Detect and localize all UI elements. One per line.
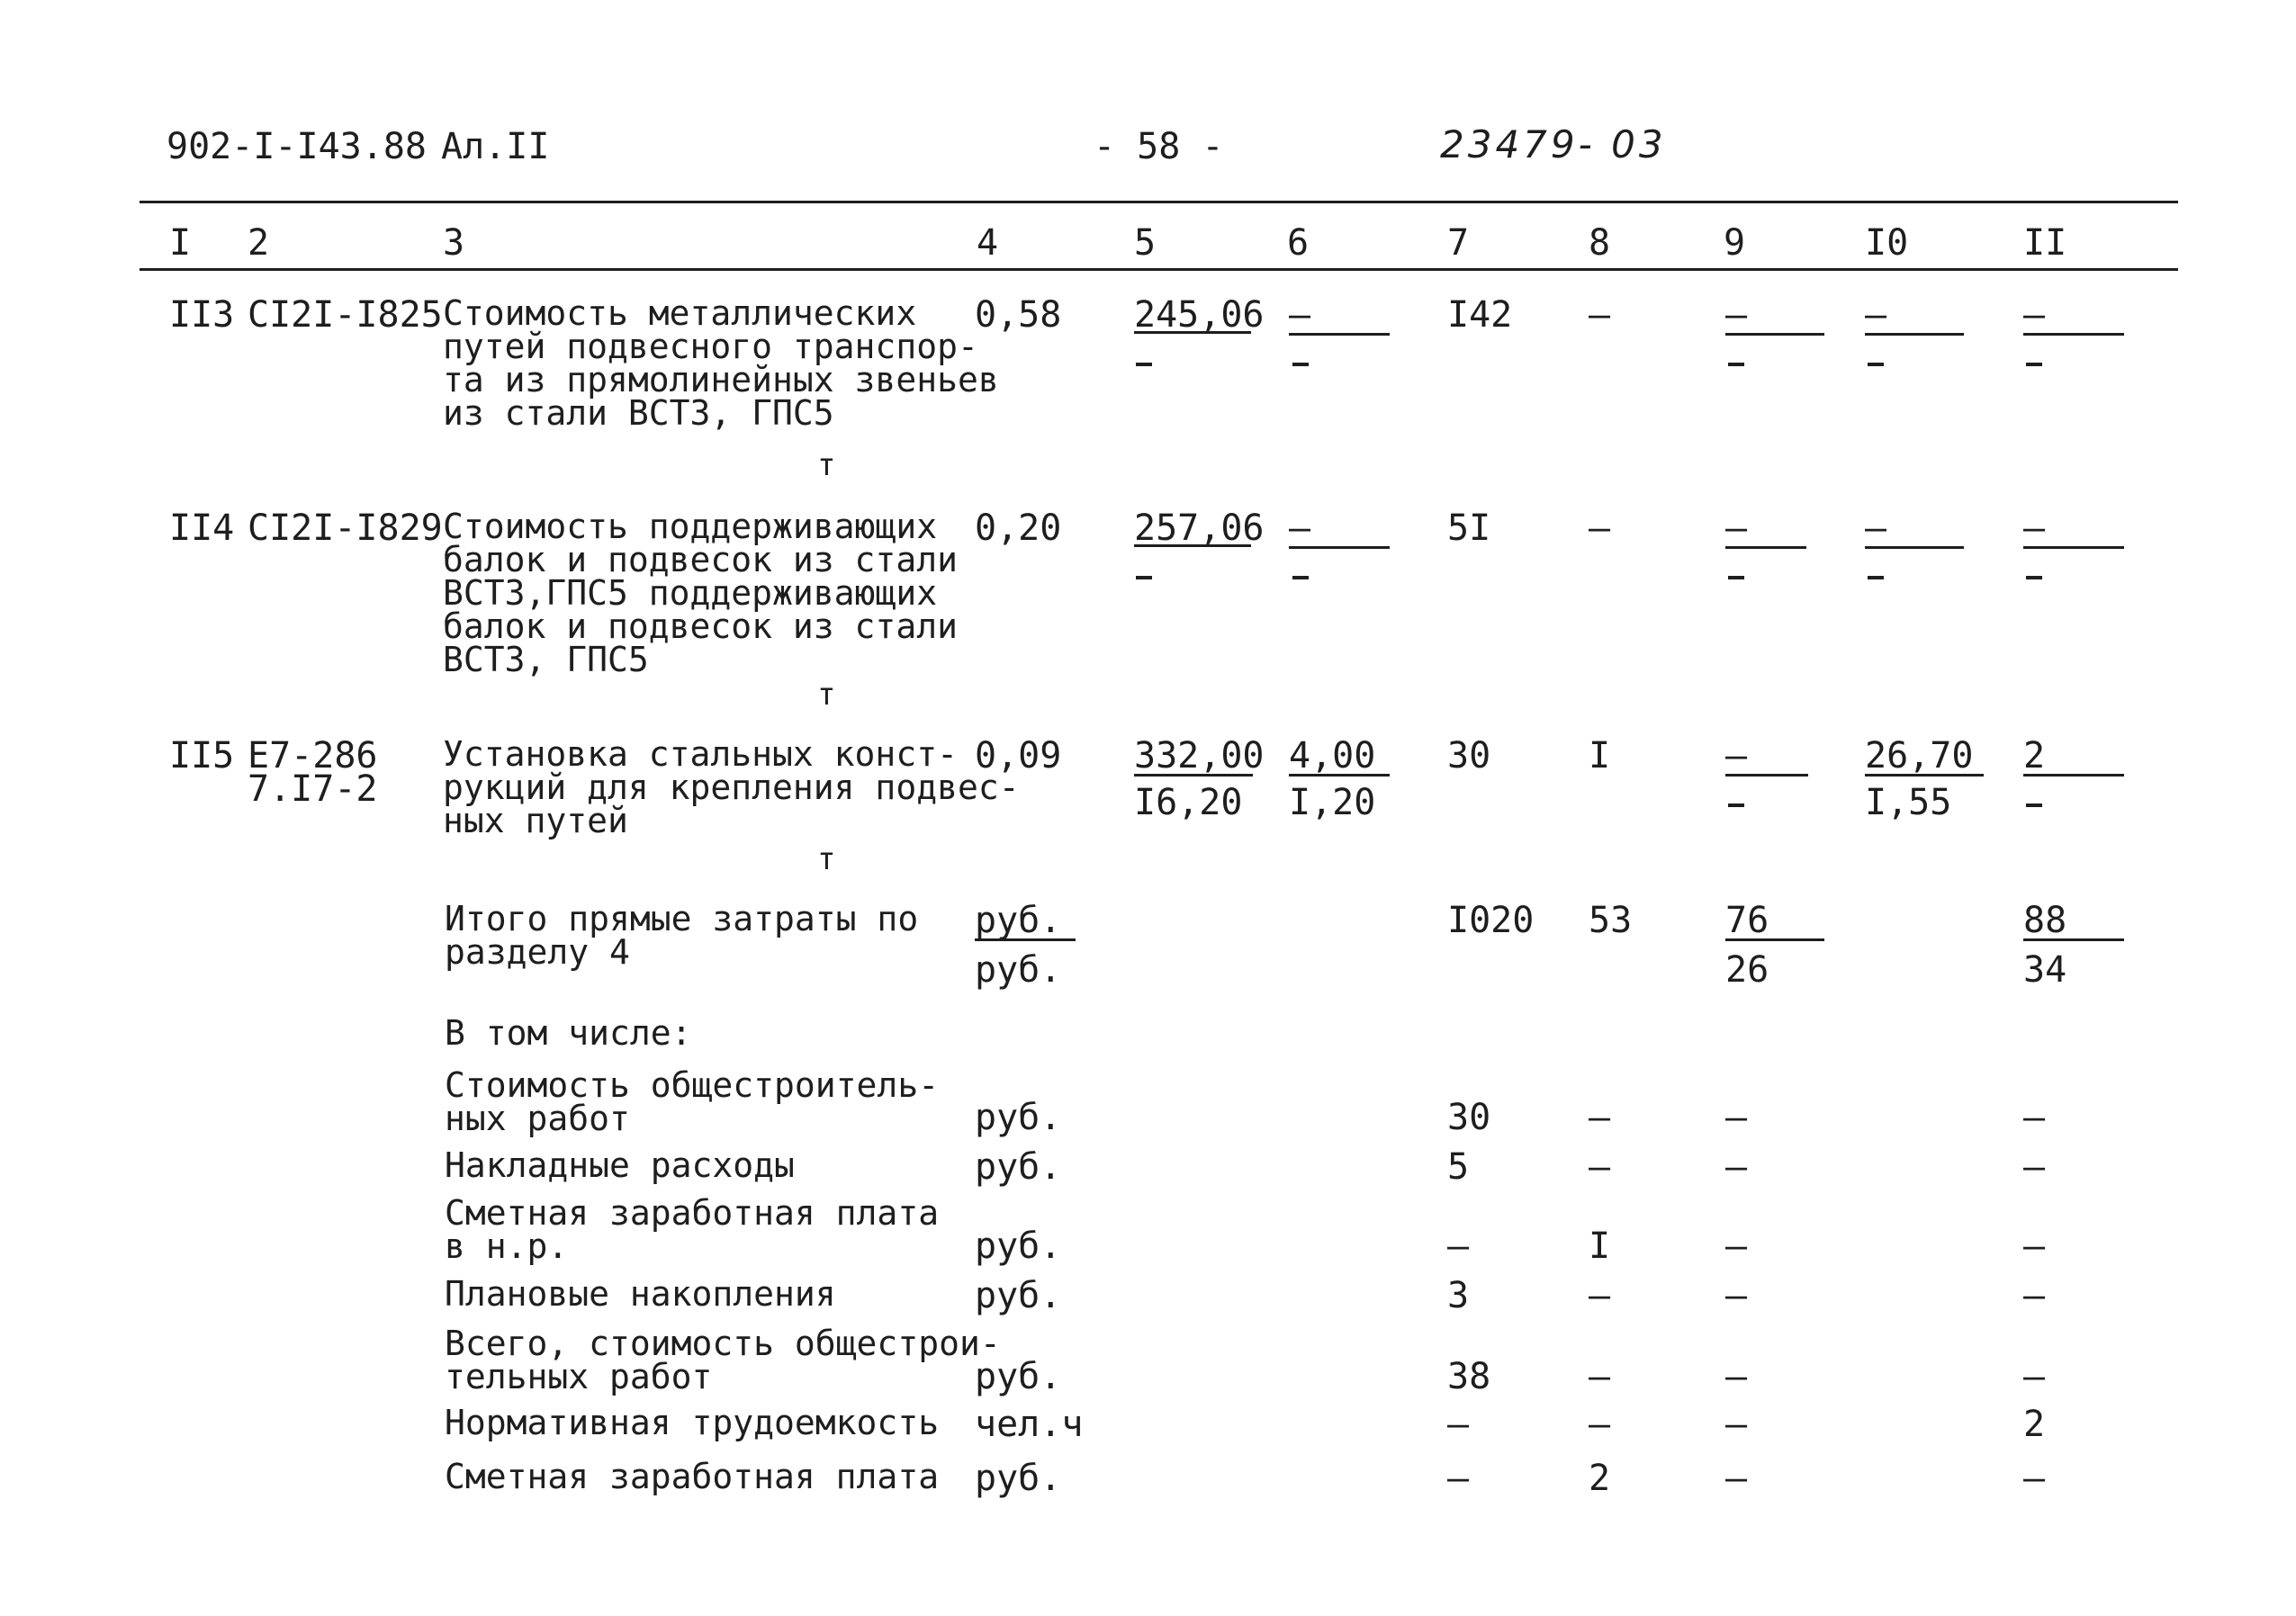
row-2-col10-top: – [1865,507,1887,549]
row-3-col9-top: – [1725,735,1748,777]
row-1-col5-top: 245,06 [1134,294,1265,336]
row-3-col11-fraction-bar [2023,774,2124,777]
breakdown-item-2-col9: – [1725,1146,1748,1188]
breakdown-item-5-col8: – [1589,1356,1611,1397]
breakdown-item-1-label: Стоимость общестроитель- ных работ [445,1065,940,1138]
header-rule-bottom [140,268,2178,271]
breakdown-item-2-col11: – [2023,1146,2046,1188]
doc-code: 902-I-I43.88 [167,126,427,167]
row-2-col6-fraction-bar [1289,546,1390,549]
total-label: Итого прямые затраты по разделу 4 [445,899,919,972]
row-2-unit: т [817,677,836,713]
row-2-col10-bottom-dash [1868,576,1884,579]
row-3-col10-bottom: I,55 [1865,782,1952,823]
row-3-col6-fraction-bar [1289,774,1390,777]
breakdown-item-4-col11: – [2023,1275,2046,1316]
row-1-col11-fraction-bar [2023,333,2124,336]
breakdown-item-5-col9: – [1725,1356,1748,1397]
total-unit-fraction-bar [975,938,1076,941]
row-2-col11-top: – [2023,507,2046,549]
breakdown-item-7-col11: – [2023,1458,2046,1499]
breakdown-item-4-col8: – [1589,1275,1611,1316]
handwritten-number: 23479- 03 [1440,122,1667,166]
total-col9-top: 76 [1725,900,1769,941]
breakdown-item-1-unit: руб. [975,1097,1062,1138]
row-3-col11-top: 2 [2023,735,2046,777]
column-header-8: 8 [1589,222,1611,264]
breakdown-item-5-label: Всего, стоимость общестрои- тельных работ [445,1324,1001,1396]
row-3-col10-top: 26,70 [1865,735,1974,777]
total-unit-bottom: руб. [975,949,1062,991]
breakdown-item-6-col8: – [1589,1404,1611,1445]
breakdown-item-2-unit: руб. [975,1146,1062,1188]
row-3-code: E7-286 [248,735,378,777]
header-rule-top [140,201,2178,203]
row-1-col6-top: – [1289,294,1311,336]
row-2-col9-fraction-bar [1725,546,1806,549]
row-1-quantity: 0,58 [975,294,1062,336]
breakdown-item-4-col9: – [1725,1275,1748,1316]
row-3-code-secondary: 7.I7-2 [248,768,378,810]
row-3-col6-top: 4,00 [1289,735,1376,777]
breakdown-item-7-col9: – [1725,1458,1748,1499]
breakdown-item-4-col7: 3 [1447,1275,1470,1316]
row-1-description: Стоимость металлических путей подвесного транспор- та из прямолинейных звеньев из стали ВСТ3, ГПС5 [443,293,999,433]
row-2-col6-top: – [1289,507,1311,549]
breakdown-item-6-unit: чел.ч [975,1404,1084,1445]
row-3-col11-bottom-dash [2026,804,2042,807]
breakdown-item-3-col8: I [1589,1225,1611,1267]
total-col9-fraction-bar [1725,938,1824,941]
breakdown-item-5-col11: – [2023,1356,2046,1397]
breakdown-item-7-label: Сметная заработная плата [445,1457,940,1496]
row-1-col10-fraction-bar [1865,333,1964,336]
column-header-9: 9 [1724,222,1746,264]
breakdown-item-1-col9: – [1725,1097,1748,1138]
row-2-col9-bottom-dash [1728,576,1744,579]
row-2-col11-bottom-dash [2026,576,2042,579]
total-unit-top: руб. [975,900,1062,941]
column-header-6: 6 [1287,222,1310,264]
total-col8: 53 [1589,900,1633,941]
row-1-col6-bottom-dash [1292,363,1309,366]
row-1-col6-fraction-bar [1289,333,1390,336]
row-2-col10-fraction-bar [1865,546,1964,549]
row-2-col5-fraction-bar [1134,544,1251,547]
breakdown-item-4-label: Плановые накопления [445,1274,836,1314]
row-2-quantity: 0,20 [975,507,1062,549]
breakdown-item-3-col9: – [1725,1225,1748,1267]
row-1-col5-bottom-dash [1136,363,1152,366]
column-header-1: I [169,222,192,264]
row-3-col9-fraction-bar [1725,774,1808,777]
row-3-unit: т [817,841,836,877]
column-header-7: 7 [1447,222,1470,264]
row-1-col10-bottom-dash [1868,363,1884,366]
row-2-col6-bottom-dash [1292,576,1309,579]
row-2-code: CI2I-I829 [248,507,443,549]
column-header-11: II [2023,222,2067,264]
breakdown-item-3-unit: руб. [975,1225,1062,1267]
row-3-col8: I [1589,735,1611,777]
row-3-col10-fraction-bar [1865,774,1984,777]
page-number: - 58 - [1094,126,1224,167]
total-col11-bottom: 34 [2023,949,2067,991]
row-2-number: II4 [169,507,235,549]
breakdown-item-6-label: Нормативная трудоемкость [445,1403,940,1442]
total-col11-top: 88 [2023,900,2067,941]
row-3-quantity: 0,09 [975,735,1062,777]
row-1-col9-top: – [1725,294,1748,336]
breakdown-item-1-col11: – [2023,1097,2046,1138]
row-1-col11-bottom-dash [2026,363,2042,366]
breakdown-item-5-unit: руб. [975,1356,1062,1397]
row-1-col11-top: – [2023,294,2046,336]
row-3-col6-bottom: I,20 [1289,782,1376,823]
row-2-description: Стоимость поддерживающих балок и подвесок из стали ВСТ3,ГПС5 поддерживающих балок и подвесок из стали ВСТ3, ГПС5 [443,507,958,679]
row-3-col7: 30 [1447,735,1491,777]
column-header-5: 5 [1134,222,1157,264]
row-1-number: II3 [169,294,235,336]
row-3-description: Установка стальных конст- рукций для крепления подвес- ных путей [443,734,1020,840]
breakdown-item-1-col7: 30 [1447,1097,1491,1138]
breakdown-item-1-col8: – [1589,1097,1611,1138]
total-col11-fraction-bar [2023,938,2124,941]
breakdown-item-2-col7: 5 [1447,1146,1470,1188]
breakdown-item-4-unit: руб. [975,1275,1062,1316]
row-2-col7: 5I [1447,507,1491,549]
breakdown-item-5-col7: 38 [1447,1356,1491,1397]
breakdown-item-2-label: Накладные расходы [445,1145,795,1185]
breakdown-item-2-col8: – [1589,1146,1611,1188]
row-1-col9-fraction-bar [1725,333,1824,336]
row-2-col8: – [1589,507,1611,549]
column-header-4: 4 [977,222,999,264]
row-1-unit: т [817,447,836,483]
total-col7: I020 [1447,900,1535,941]
row-1-col8: – [1589,294,1611,336]
breakdown-item-3-label: Сметная заработная плата в н.р. [445,1193,940,1266]
column-header-10: I0 [1865,222,1909,264]
row-1-code: CI2I-I825 [248,294,443,336]
row-3-number: II5 [169,735,235,777]
total-col9-bottom: 26 [1725,949,1769,991]
breakdown-item-3-col7: – [1447,1225,1470,1267]
row-1-col5-fraction-bar [1134,331,1251,334]
column-header-2: 2 [248,222,270,264]
row-1-col9-bottom-dash [1728,363,1744,366]
row-2-col5-bottom-dash [1136,576,1152,579]
breakdown-item-3-col11: – [2023,1225,2046,1267]
breakdown-item-6-col9: – [1725,1404,1748,1445]
row-3-col5-top: 332,00 [1134,735,1265,777]
column-header-3: 3 [443,222,465,264]
breakdown-heading: В том числе: [445,1013,692,1053]
row-2-col11-fraction-bar [2023,546,2124,549]
row-1-col7: I42 [1447,294,1513,336]
row-3-col5-bottom: I6,20 [1134,782,1243,823]
row-2-col5-top: 257,06 [1134,507,1265,549]
breakdown-item-7-col8: 2 [1589,1458,1611,1499]
row-1-col10-top: – [1865,294,1887,336]
breakdown-item-7-unit: руб. [975,1458,1062,1499]
breakdown-item-6-col11: 2 [2023,1404,2046,1445]
row-3-col9-bottom-dash [1728,804,1744,807]
row-2-col9-top: – [1725,507,1748,549]
album-label: Ал.II [441,126,550,167]
row-3-col5-fraction-bar [1134,774,1253,777]
breakdown-item-6-col7: – [1447,1404,1470,1445]
breakdown-item-7-col7: – [1447,1458,1470,1499]
